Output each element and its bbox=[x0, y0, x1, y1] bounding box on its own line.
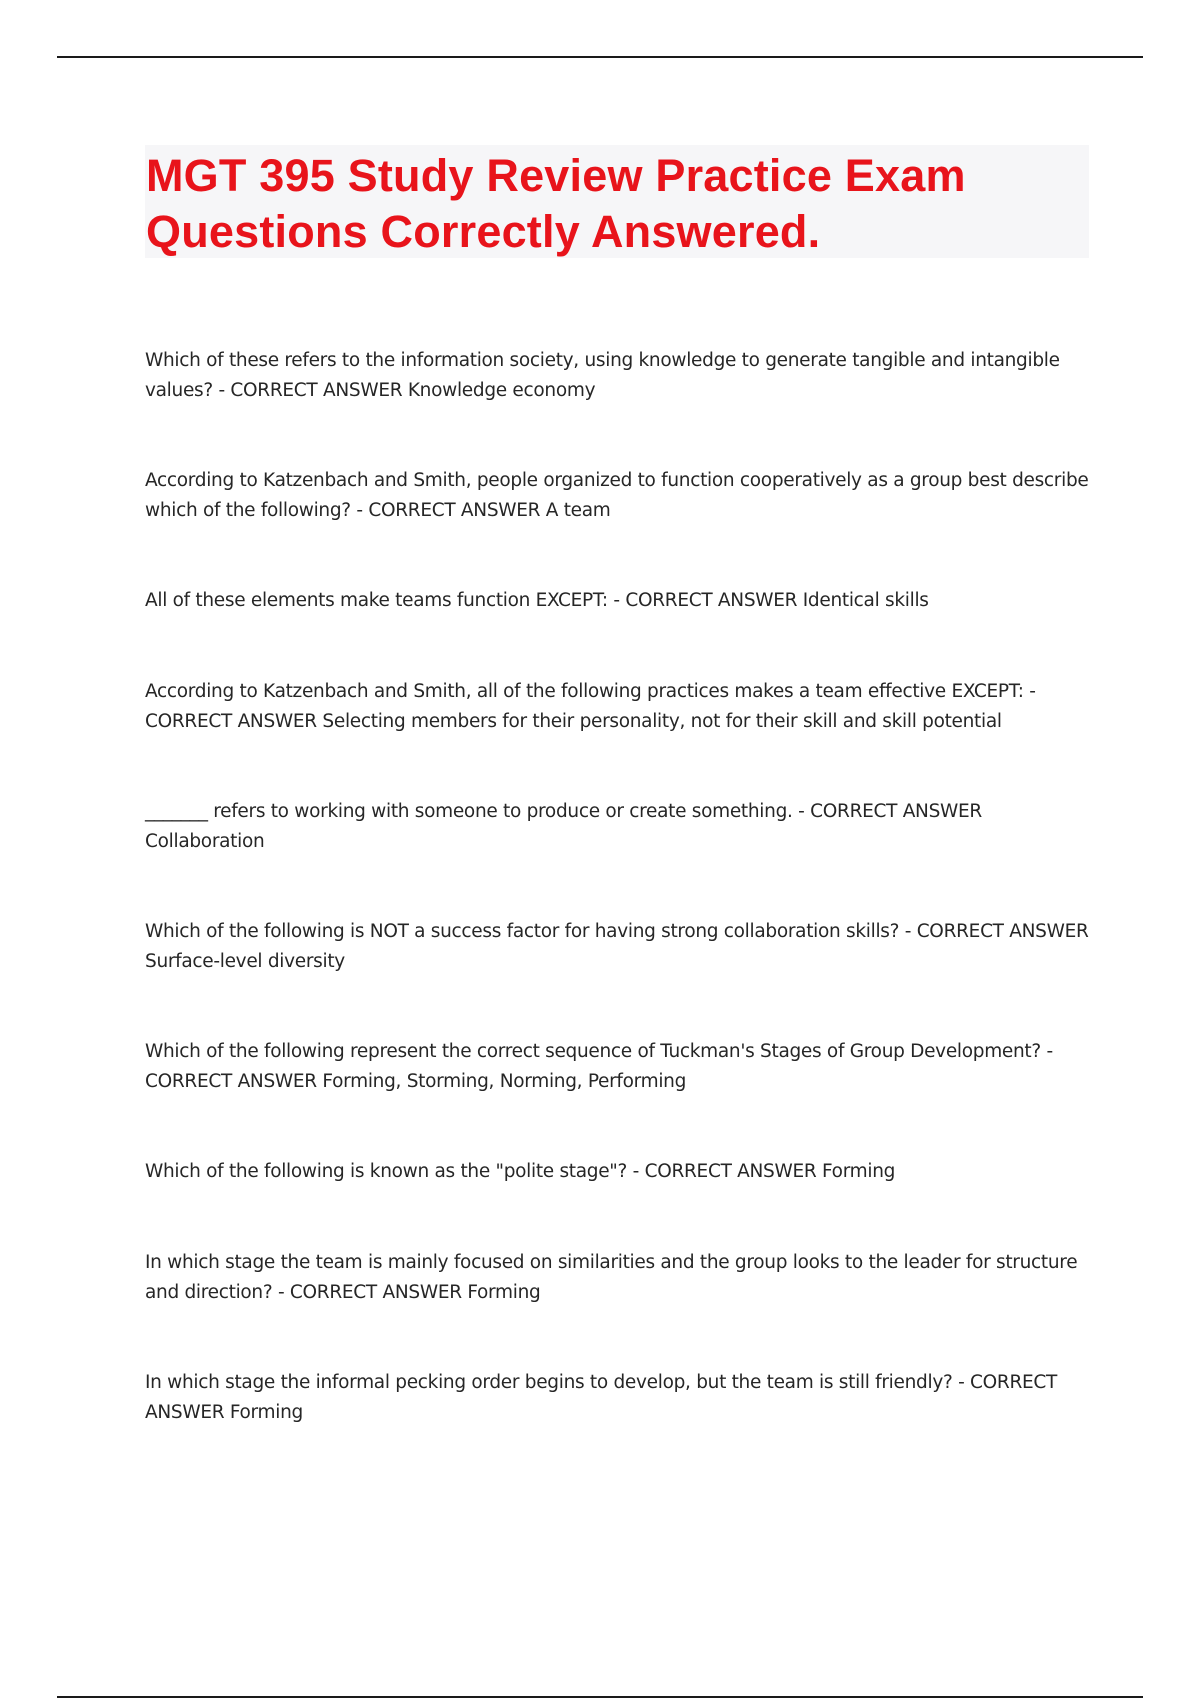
title-block bbox=[145, 145, 1089, 258]
qa-line-2: values? - CORRECT ANSWER Knowledge economy bbox=[145, 380, 596, 401]
qa-line-1: In which stage the team is mainly focused on similarities and the group looks to the leader for structure bbox=[145, 1252, 1078, 1273]
qa-line-2: CORRECT ANSWER Forming, Storming, Norming, Performing bbox=[145, 1071, 687, 1092]
qa-line-2: ANSWER Forming bbox=[145, 1402, 303, 1423]
title-line-1: MGT 395 Study Review Practice Exam bbox=[146, 150, 966, 201]
qa-line-1: According to Katzenbach and Smith, all of the following practices makes a team effective EXCEPT: - bbox=[145, 681, 1036, 702]
qa-line-1: Which of the following is NOT a success factor for having strong collaboration skills? - CORRECT ANSWER bbox=[145, 921, 1089, 942]
qa-item bbox=[145, 1037, 1053, 1097]
bottom-rule bbox=[57, 1696, 1143, 1698]
qa-line-2: CORRECT ANSWER Selecting members for their personality, not for their skill and skill potential bbox=[145, 711, 1002, 732]
qa-item bbox=[145, 466, 1088, 526]
qa-line-1: According to Katzenbach and Smith, people organized to function cooperatively as a group best describe bbox=[145, 470, 1089, 491]
qa-item bbox=[145, 1368, 1057, 1428]
qa-item bbox=[145, 917, 1089, 977]
qa-line-2: and direction? - CORRECT ANSWER Forming bbox=[145, 1282, 541, 1303]
qa-line-1: In which stage the informal pecking order begins to develop, but the team is still friendly? - CORRECT bbox=[145, 1372, 1058, 1393]
document-title bbox=[146, 148, 1089, 260]
top-rule bbox=[57, 56, 1143, 58]
qa-line-2: Surface-level diversity bbox=[145, 951, 345, 972]
qa-item bbox=[145, 1157, 895, 1187]
qa-line-1: _______ refers to working with someone to produce or create something. - CORRECT ANSWER bbox=[145, 801, 982, 822]
qa-line-1: Which of these refers to the information society, using knowledge to generate tangible and intangible bbox=[145, 350, 1060, 371]
qa-line-1: Which of the following represent the correct sequence of Tuckman's Stages of Group Development? - bbox=[145, 1041, 1053, 1062]
qa-item bbox=[145, 346, 1060, 406]
qa-item bbox=[145, 1248, 1077, 1308]
qa-line-1: All of these elements make teams function EXCEPT: - CORRECT ANSWER Identical skills bbox=[145, 590, 929, 611]
qa-line-2: Collaboration bbox=[145, 831, 265, 852]
qa-item bbox=[145, 677, 1036, 737]
qa-line-2: which of the following? - CORRECT ANSWER A team bbox=[145, 500, 611, 521]
qa-item bbox=[145, 586, 929, 616]
title-line-2: Questions Correctly Answered. bbox=[146, 206, 821, 257]
qa-item bbox=[145, 797, 982, 857]
qa-line-1: Which of the following is known as the "polite stage"? - CORRECT ANSWER Forming bbox=[145, 1161, 896, 1182]
